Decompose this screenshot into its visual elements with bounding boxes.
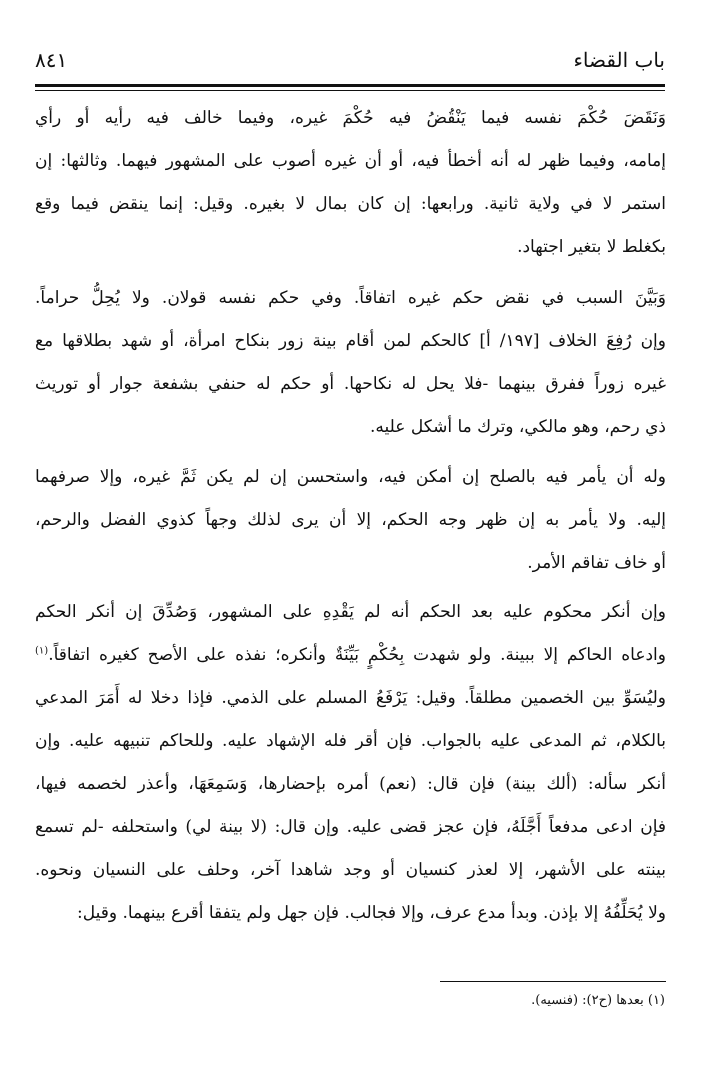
text-line: استمر لا في ولاية ثانية. ورابعها: إن كان بمال لا بغيره. وقيل: إنما ينقض فيما وقع bbox=[35, 194, 666, 214]
text-line: وَبَيَّنَ السبب في نقض حكم غيره اتفاقاً. وفي حكم نفسه قولان. ولا يُحِلُّ حراماً. bbox=[35, 288, 666, 308]
paragraph-1 bbox=[35, 97, 666, 269]
page-number: ٨٤١ bbox=[35, 48, 68, 72]
text-line: إمامه، وفيما ظهر له أنه أخطأ فيه، أو أن غيره أصوب على المشهور فيهما. وثالثها: إن bbox=[35, 151, 666, 171]
header-rule-thin bbox=[35, 90, 665, 91]
text-line: أو خاف تفاقم الأمر. bbox=[527, 553, 666, 573]
text-line: وَنَقَضَ حُكْمَ نفسه فيما يَنْقُضُ فيه حُكْمَ غيره، وفيما خالف فيه رأيه أو رأي bbox=[35, 108, 666, 128]
text-segment: وادعاه الحاكم إلا ببينة. ولو شهدت بِحُكْمٍ بَيِّنَةٌ وأنكره؛ نفذه على الأصح كغيره اتفاقاً. bbox=[48, 645, 666, 665]
text-line: فإن ادعى مدفعاً أَجَّلَهُ، فإن عجز قضى عليه. وإن قال: (لا بينة لي) واستحلفه -لم تسمع bbox=[35, 817, 666, 837]
paragraph-2 bbox=[35, 277, 666, 449]
text-line: ولا يُحَلِّفُهُ إلا بإذن. وبدأ مدع عرف، وإلا فجالب. فإن جهل ولم يتفقا أقرع بينهما. وقيل: bbox=[76, 903, 666, 923]
text-line: وليُسَوِّ بين الخصمين مطلقاً. وقيل: يَرْفَعُ المسلم على الذمي. فإذا دخلا له أَمَرَ المدعي bbox=[35, 688, 666, 708]
header-rule-thick bbox=[35, 84, 665, 87]
text-line: ذي رحم، وهو مالكي، وترك ما أشكل عليه. bbox=[370, 417, 666, 437]
footnote-separator bbox=[440, 981, 666, 982]
text-line: أنكر سأله: (ألك بينة) فإن قال: (نعم) أمره بإحضارها، وَسَمِعَهَا، وأعذر لخصمه فيها، bbox=[35, 774, 666, 794]
text-line: بكغلط لا بتغير اجتهاد. bbox=[517, 237, 666, 257]
text-line: وإن أنكر محكوم عليه بعد الحكم أنه لم يَقْدِهِ على المشهور، وَصُدِّقَ إن أنكر الحكم bbox=[35, 602, 666, 622]
main-text bbox=[35, 97, 666, 935]
footnote-text: (١) بعدها (ح٢): (فنسيه). bbox=[531, 993, 665, 1008]
text-line-with-footnote bbox=[35, 634, 666, 677]
text-line: وله أن يأمر فيه بالصلح إن أمكن فيه، واستحسن إن لم يكن ثَمَّ غيره، وإلا صرفهما bbox=[35, 467, 667, 487]
chapter-title: باب القضاء bbox=[573, 48, 665, 72]
running-header bbox=[35, 42, 665, 82]
paragraph-4 bbox=[35, 591, 666, 935]
paragraph-3 bbox=[35, 456, 666, 585]
text-line: وإن رُفِعَ الخلاف [١٩٧/ أ] كالحكم لمن أقام بينة زور بنكاح امرأة، أو شهد بطلاقها مع bbox=[35, 331, 666, 351]
text-line: غيره زوراً ففرق بينهما -فلا يحل له نكاحها. أو حكم له حنفي بشفعة جوار أو توريث bbox=[35, 374, 666, 394]
footnote-marker: (١) bbox=[35, 645, 49, 657]
text-line: إليه. ولا يأمر به إن ظهر وجه الحكم، إلا أن يرى لذلك وجهاً كذوي الفضل والرحم، bbox=[35, 510, 666, 530]
text-line: بالكلام، ثم المدعى عليه بالجواب. فإن أقر فله الإشهاد عليه. وللحاكم تنبيهه عليه. وإن bbox=[35, 731, 666, 751]
text-line: بينته على الأشهر، إلا لعذر كنسيان أو وجد شاهدا آخر، وحلف على النسيان ونحوه. bbox=[35, 860, 666, 880]
